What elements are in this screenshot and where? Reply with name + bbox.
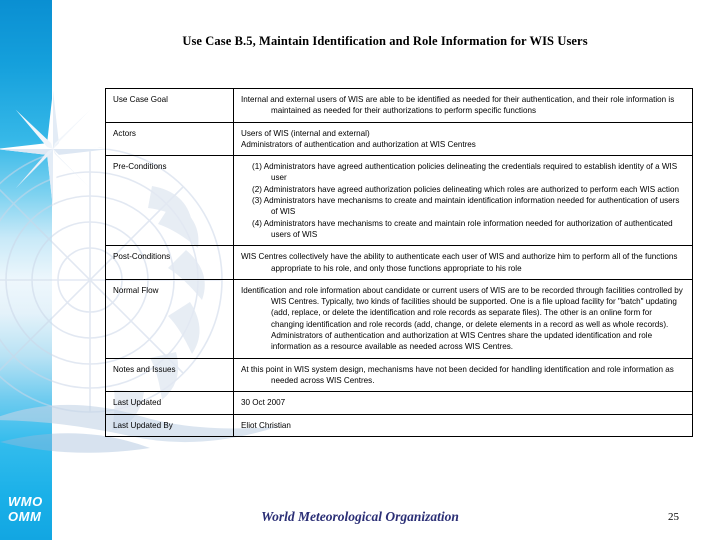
- row-value: [234, 156, 693, 246]
- row-label: Pre-Conditions: [106, 156, 234, 246]
- row-value-line: Administrators of authentication and authorization at WIS Centres: [241, 139, 476, 149]
- row-label: Notes and Issues: [106, 358, 234, 392]
- row-value: [234, 414, 693, 436]
- footer-organization: World Meteorological Organization: [261, 509, 459, 524]
- table-row: [106, 358, 693, 392]
- row-value: [234, 392, 693, 414]
- row-value: [234, 279, 693, 358]
- row-label: Last Updated: [106, 392, 234, 414]
- row-label: Post-Conditions: [106, 246, 234, 280]
- row-value: [234, 122, 693, 156]
- row-value: [234, 358, 693, 392]
- table-row: [106, 392, 693, 414]
- row-value-line: Eliot Christian: [241, 420, 291, 430]
- table-row: [106, 89, 693, 123]
- compass-rose-icon: [0, 88, 112, 210]
- row-label: Normal Flow: [106, 279, 234, 358]
- row-value-line: Internal and external users of WIS are able to be identified as needed for their authentication, and their role information is maintained as needed for their authorizations to perform specific functions: [241, 95, 675, 116]
- slide-title: Use Case B.5, Maintain Identification and Role Information for WIS Users: [182, 34, 588, 48]
- row-value-line: (1) Administrators have agreed authentication policies delineating the credentials required to establish identity of a WIS user: [252, 162, 678, 183]
- row-value: [234, 89, 693, 123]
- table-row: [106, 246, 693, 280]
- page-number: 25: [668, 511, 679, 523]
- use-case-table-body: [106, 89, 693, 437]
- row-value-line: At this point in WIS system design, mechanisms have not been decided for handling identification and role information as needed across WIS Centres.: [241, 364, 674, 385]
- table-row: [106, 156, 693, 246]
- row-label: Actors: [106, 122, 234, 156]
- row-value-line: (3) Administrators have mechanisms to create and maintain identification information needed for authentication of users of WIS: [252, 196, 680, 217]
- row-value-line: Identification and role information about candidate or current users of WIS are to be recorded through facilities controlled by WIS Centres. Typically, two kinds of facilities should be supported. One is a file upload facility for "batch" updating (add, replace, or delete the identification and role records as separate files). The other is an online form for changing identification and role records (add, change, or delete elements in a record as well as whole records). Administrators of authentication and authorization at WIS Centres share the updated identification and role information as a resource available as needed across WIS Centres.: [241, 285, 683, 352]
- row-value-line: WIS Centres collectively have the ability to authenticate each user of WIS and authorize him to perform all of the functions appropriate to his role, and only those functions appropriate to his role: [241, 252, 678, 273]
- logo-line-wmo: WMO: [8, 494, 43, 509]
- row-value-line: 30 Oct 2007: [241, 398, 286, 408]
- row-label: Last Updated By: [106, 414, 234, 436]
- row-label: Use Case Goal: [106, 89, 234, 123]
- row-value-line: Users of WIS (internal and external): [241, 128, 370, 138]
- row-value-line: (4) Administrators have mechanisms to create and maintain role information needed for authorization of authenticated users of WIS: [252, 218, 673, 239]
- row-value-line: (2) Administrators have agreed authorization policies delineating which roles are authorized to perform each WIS action: [252, 184, 679, 194]
- row-value: [234, 246, 693, 280]
- use-case-table: [105, 88, 693, 437]
- table-row: [106, 122, 693, 156]
- logo-line-omm: OMM: [8, 509, 42, 524]
- table-row: [106, 414, 693, 436]
- table-row: [106, 279, 693, 358]
